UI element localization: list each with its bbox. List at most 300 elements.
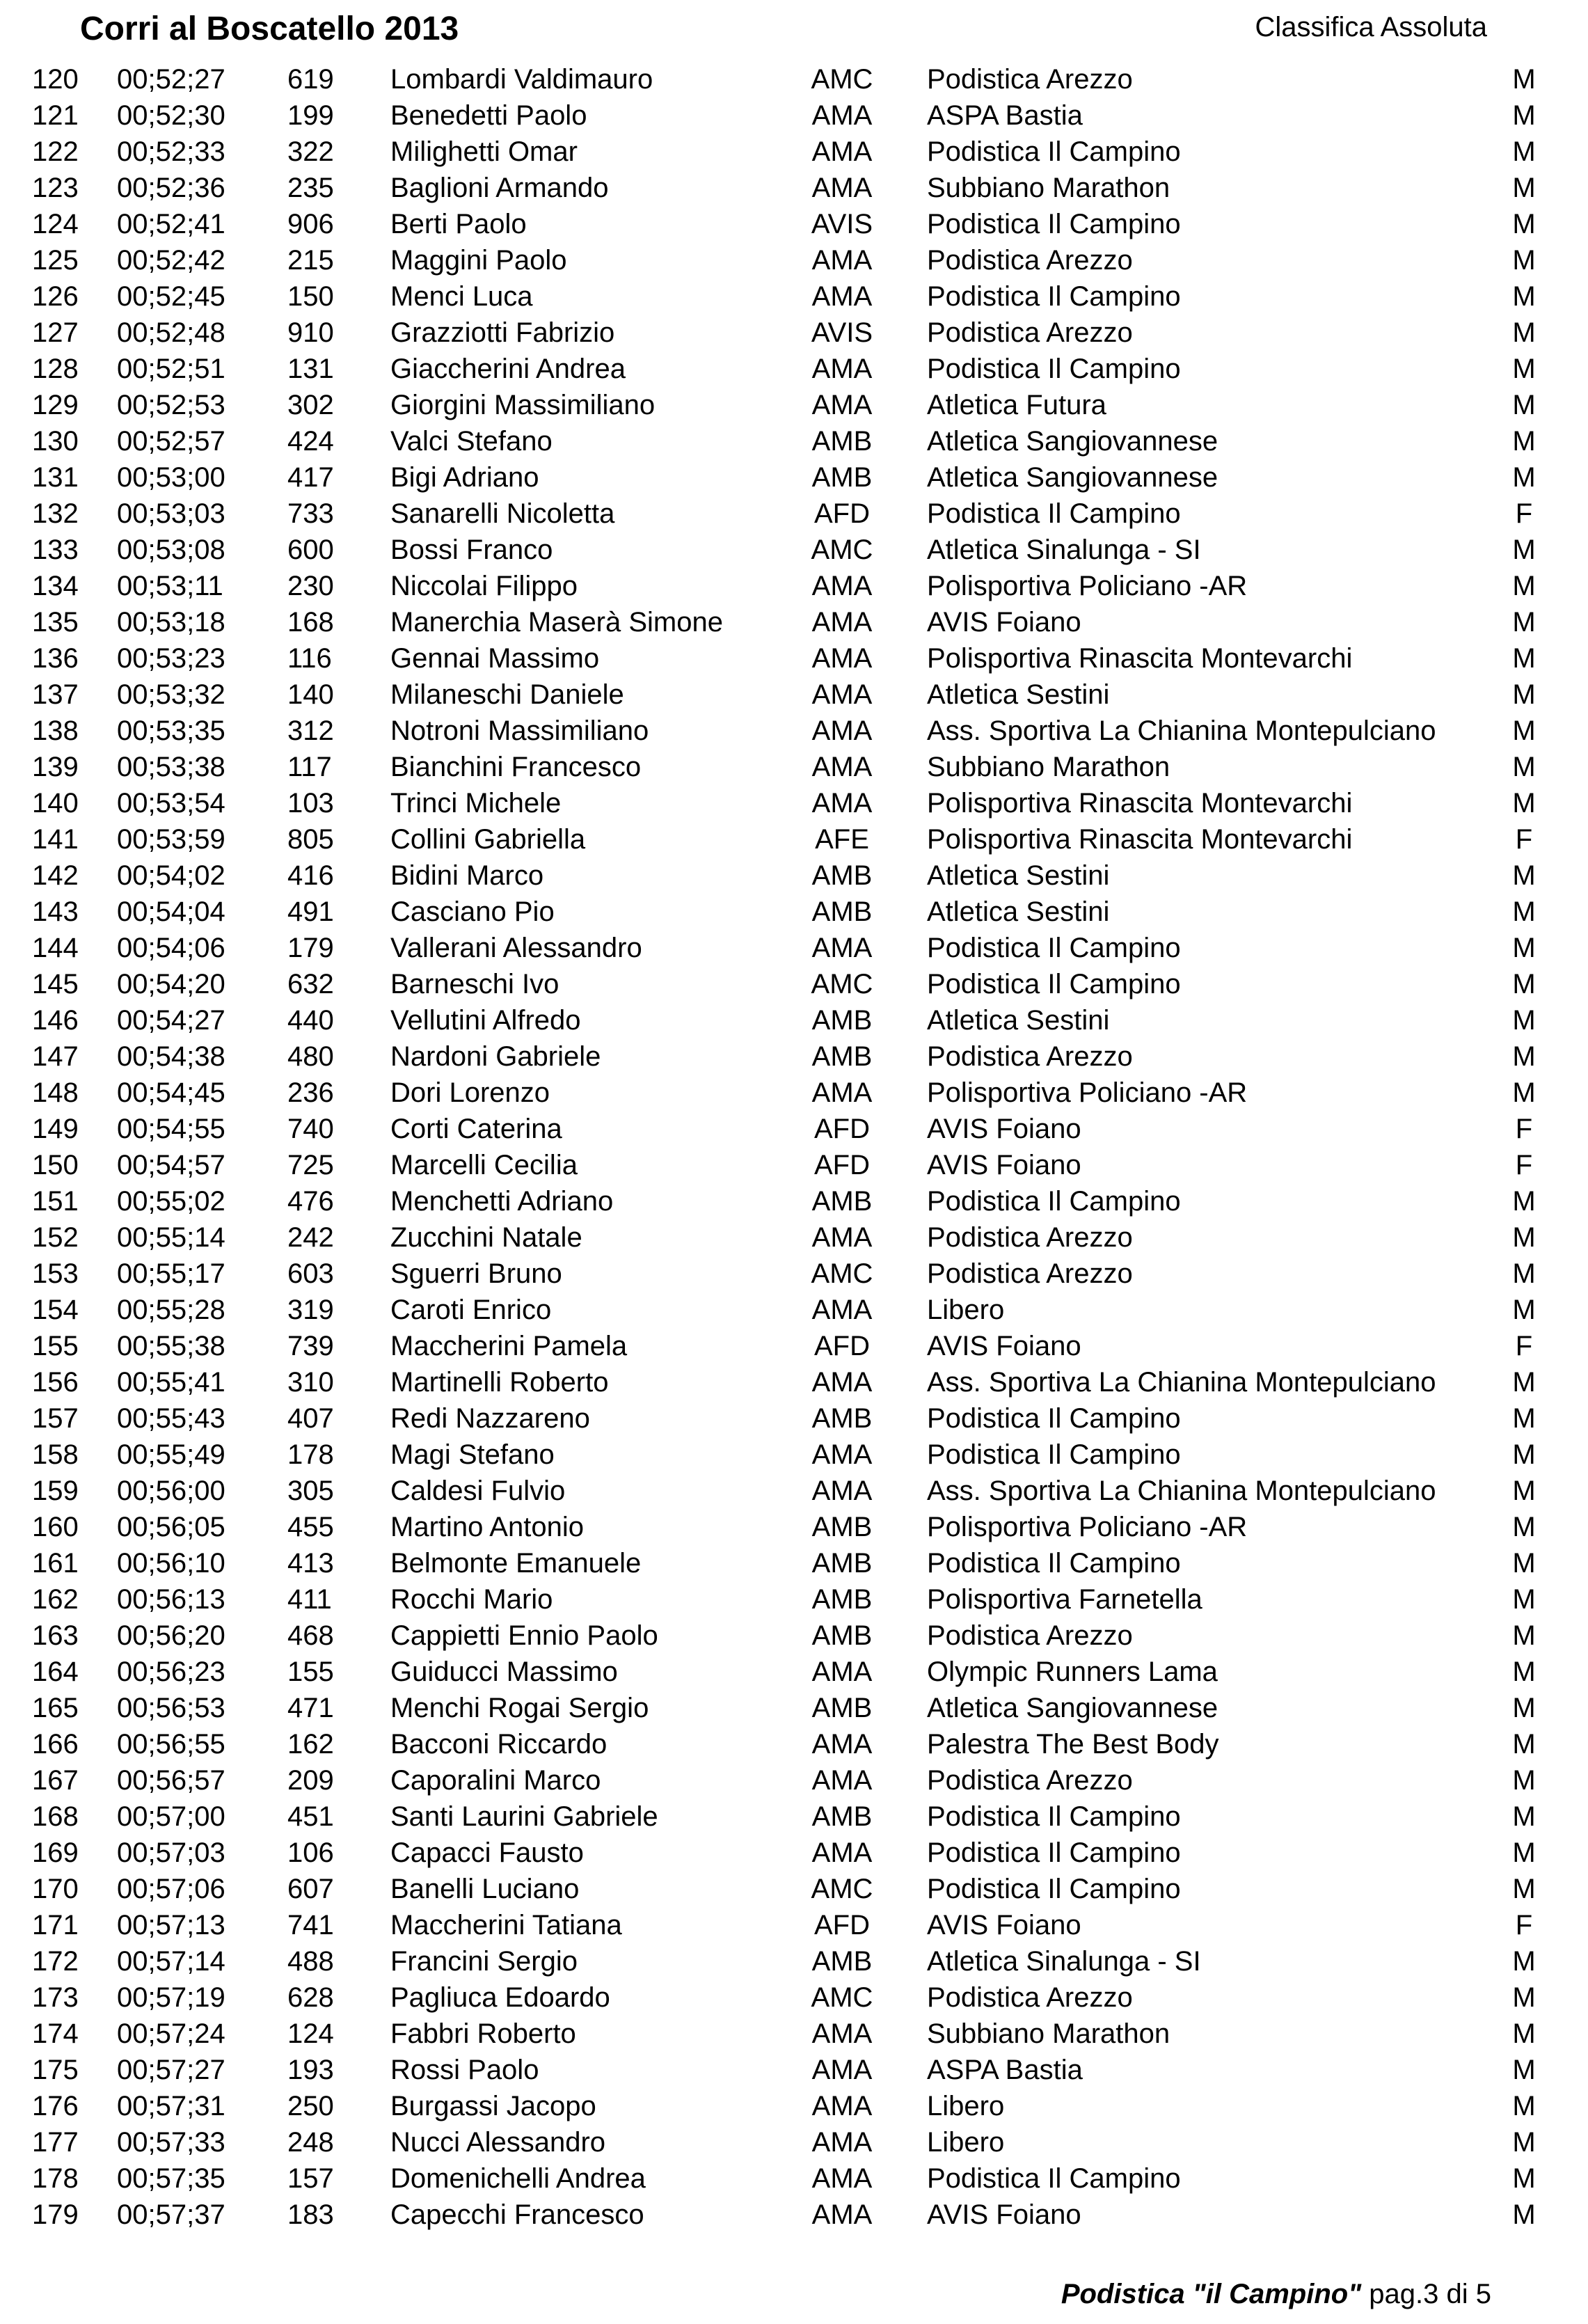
sex-cell: M [1512,1222,1536,1253]
table-row [0,1147,1588,1183]
position-cell: 165 [32,1693,79,1723]
category-cell: AMA [811,390,873,420]
position-cell: 159 [32,1476,79,1506]
athlete-name-cell: Pagliuca Edoardo [390,1982,610,2013]
sex-cell: F [1515,824,1533,855]
athlete-name-cell: Burgassi Jacopo [390,2091,596,2121]
time-cell: 00;56;13 [117,1584,225,1615]
time-cell: 00;53;18 [117,607,225,638]
category-cell: AMA [811,2018,873,2049]
position-cell: 142 [32,860,79,891]
position-cell: 137 [32,679,79,710]
bib-cell: 248 [287,2127,334,2158]
bib-cell: 183 [287,2199,334,2230]
athlete-name-cell: Guiducci Massimo [390,1657,618,1687]
bib-cell: 451 [287,1801,334,1832]
position-cell: 132 [32,498,79,529]
bib-cell: 468 [287,1620,334,1651]
sex-cell: M [1512,788,1536,819]
team-cell: Podistica Il Campino [927,354,1181,384]
athlete-name-cell: Giorgini Massimiliano [390,390,656,420]
sex-cell: M [1512,173,1536,203]
category-cell: AMC [811,969,873,999]
bib-cell: 416 [287,860,334,891]
sex-cell: M [1512,679,1536,710]
team-cell: Podistica Arezzo [927,64,1133,95]
table-row [0,1002,1588,1038]
category-cell: AMC [811,1982,873,2013]
athlete-name-cell: Cappietti Ennio Paolo [390,1620,658,1651]
position-cell: 175 [32,2055,79,2085]
team-cell: Atletica Sinalunga - SI [927,1946,1201,1977]
table-row [0,1292,1588,1328]
table-row [0,1183,1588,1219]
team-cell: Atletica Sangiovannese [927,1693,1218,1723]
athlete-name-cell: Magi Stefano [390,1439,555,1470]
sex-cell: M [1512,571,1536,601]
table-row [0,134,1588,170]
athlete-name-cell: Menci Luca [390,281,533,312]
table-row [0,821,1588,857]
bib-cell: 741 [287,1910,334,1940]
category-cell: AMB [811,462,873,493]
table-row [0,1328,1588,1364]
category-cell: AMA [811,571,873,601]
table-row [0,1835,1588,1871]
bib-cell: 603 [287,1258,334,1289]
athlete-name-cell: Milaneschi Daniele [390,679,624,710]
sex-cell: M [1512,1765,1536,1796]
team-cell: Palestra The Best Body [927,1729,1219,1760]
sex-cell: M [1512,1258,1536,1289]
sex-cell: M [1512,2018,1536,2049]
time-cell: 00;53;59 [117,824,225,855]
bib-cell: 739 [287,1331,334,1361]
category-cell: AMA [811,788,873,819]
ranking-subtitle: Classifica Assoluta [1255,12,1487,42]
position-cell: 134 [32,571,79,601]
athlete-name-cell: Giaccherini Andrea [390,354,626,384]
time-cell: 00;57;14 [117,1946,225,1977]
organizer-name: Podistica "il Campino" [1061,2279,1362,2309]
bib-cell: 733 [287,498,334,529]
time-cell: 00;57;13 [117,1910,225,1940]
athlete-name-cell: Rossi Paolo [390,2055,539,2085]
athlete-name-cell: Fabbri Roberto [390,2018,576,2049]
sex-cell: M [1512,1729,1536,1760]
position-cell: 164 [32,1657,79,1687]
time-cell: 00;52;51 [117,354,225,384]
table-row [0,1038,1588,1075]
bib-cell: 417 [287,462,334,493]
position-cell: 136 [32,643,79,674]
team-cell: Atletica Sestini [927,860,1110,891]
position-cell: 157 [32,1403,79,1434]
bib-cell: 310 [287,1367,334,1398]
position-cell: 156 [32,1367,79,1398]
time-cell: 00;54;38 [117,1041,225,1072]
time-cell: 00;54;55 [117,1114,225,1144]
position-cell: 141 [32,824,79,855]
bib-cell: 491 [287,896,334,927]
team-cell: Podistica Arezzo [927,1222,1133,1253]
time-cell: 00;56;23 [117,1657,225,1687]
team-cell: Podistica Il Campino [927,136,1181,167]
position-cell: 135 [32,607,79,638]
table-row [0,749,1588,785]
table-row [0,1726,1588,1762]
athlete-name-cell: Niccolai Filippo [390,571,578,601]
sex-cell: M [1512,390,1536,420]
time-cell: 00;57;37 [117,2199,225,2230]
table-row [0,785,1588,821]
time-cell: 00;57;03 [117,1837,225,1868]
table-row [0,1509,1588,1545]
athlete-name-cell: Trinci Michele [390,788,562,819]
athlete-name-cell: Bianchini Francesco [390,752,642,782]
bib-cell: 215 [287,245,334,276]
team-cell: Podistica Il Campino [927,1186,1181,1217]
bib-cell: 236 [287,1077,334,1108]
time-cell: 00;57;06 [117,1874,225,1904]
category-cell: AMA [811,1837,873,1868]
bib-cell: 910 [287,317,334,348]
team-cell: Podistica Il Campino [927,969,1181,999]
sex-cell: M [1512,1403,1536,1434]
bib-cell: 117 [287,752,332,782]
table-row [0,1581,1588,1618]
athlete-name-cell: Bacconi Riccardo [390,1729,608,1760]
category-cell: AMB [811,426,873,457]
table-row [0,315,1588,351]
team-cell: Podistica Arezzo [927,1620,1133,1651]
table-row [0,677,1588,713]
table-row [0,351,1588,387]
table-row [0,1364,1588,1400]
time-cell: 00;54;27 [117,1005,225,1036]
time-cell: 00;57;31 [117,2091,225,2121]
team-cell: Polisportiva Farnetella [927,1584,1202,1615]
category-cell: AMB [811,1512,873,1542]
table-row [0,1473,1588,1509]
category-cell: AMA [811,2199,873,2230]
category-cell: AMA [811,643,873,674]
athlete-name-cell: Francini Sergio [390,1946,578,1977]
time-cell: 00;52;42 [117,245,225,276]
table-row [0,532,1588,568]
position-cell: 122 [32,136,79,167]
athlete-name-cell: Notroni Massimiliano [390,716,649,746]
sex-cell: M [1512,1439,1536,1470]
time-cell: 00;57;24 [117,2018,225,2049]
team-cell: Podistica Arezzo [927,317,1133,348]
sex-cell: M [1512,1476,1536,1506]
table-row [0,423,1588,459]
athlete-name-cell: Marcelli Cecilia [390,1150,578,1180]
athlete-name-cell: Domenichelli Andrea [390,2163,646,2194]
time-cell: 00;55;49 [117,1439,225,1470]
athlete-name-cell: Benedetti Paolo [390,100,587,131]
athlete-name-cell: Lombardi Valdimauro [390,64,653,95]
team-cell: Polisportiva Rinascita Montevarchi [927,788,1353,819]
position-cell: 155 [32,1331,79,1361]
bib-cell: 805 [287,824,334,855]
team-cell: Podistica Il Campino [927,1874,1181,1904]
table-row [0,1075,1588,1111]
athlete-name-cell: Sguerri Bruno [390,1258,562,1289]
table-row [0,713,1588,749]
category-cell: AFD [814,1331,870,1361]
sex-cell: M [1512,1295,1536,1325]
time-cell: 00;52;33 [117,136,225,167]
position-cell: 167 [32,1765,79,1796]
sex-cell: M [1512,2055,1536,2085]
time-cell: 00;56;00 [117,1476,225,1506]
position-cell: 143 [32,896,79,927]
table-row [0,97,1588,134]
time-cell: 00;52;53 [117,390,225,420]
table-row [0,894,1588,930]
category-cell: AMA [811,100,873,131]
position-cell: 161 [32,1548,79,1579]
category-cell: AMA [811,136,873,167]
table-row [0,1219,1588,1256]
sex-cell: M [1512,1367,1536,1398]
category-cell: AMC [811,535,873,565]
category-cell: AMB [811,1186,873,1217]
time-cell: 00;53;35 [117,716,225,746]
athlete-name-cell: Baglioni Armando [390,173,609,203]
sex-cell: M [1512,716,1536,746]
position-cell: 147 [32,1041,79,1072]
athlete-name-cell: Bossi Franco [390,535,553,565]
team-cell: Podistica Il Campino [927,2163,1181,2194]
category-cell: AFD [814,1150,870,1180]
table-row [0,61,1588,97]
table-row [0,206,1588,242]
sex-cell: M [1512,1512,1536,1542]
category-cell: AMA [811,2055,873,2085]
team-cell: Atletica Sangiovannese [927,462,1218,493]
category-cell: AVIS [811,209,873,239]
bib-cell: 413 [287,1548,334,1579]
position-cell: 128 [32,354,79,384]
position-cell: 177 [32,2127,79,2158]
sex-cell: M [1512,1946,1536,1977]
team-cell: Atletica Sestini [927,1005,1110,1036]
bib-cell: 440 [287,1005,334,1036]
sex-cell: M [1512,64,1536,95]
category-cell: AMA [811,2163,873,2194]
team-cell: Ass. Sportiva La Chianina Montepulciano [927,716,1436,746]
athlete-name-cell: Caporalini Marco [390,1765,601,1796]
time-cell: 00;56;20 [117,1620,225,1651]
category-cell: AVIS [811,317,873,348]
category-cell: AMA [811,752,873,782]
time-cell: 00;52;48 [117,317,225,348]
sex-cell: F [1515,1910,1533,1940]
time-cell: 00;53;03 [117,498,225,529]
time-cell: 00;56;05 [117,1512,225,1542]
category-cell: AFD [814,1910,870,1940]
bib-cell: 179 [287,933,334,963]
bib-cell: 235 [287,173,334,203]
table-row [0,170,1588,206]
athlete-name-cell: Corti Caterina [390,1114,562,1144]
athlete-name-cell: Vellutini Alfredo [390,1005,581,1036]
time-cell: 00;52;30 [117,100,225,131]
athlete-name-cell: Milighetti Omar [390,136,578,167]
sex-cell: M [1512,933,1536,963]
sex-cell: M [1512,2091,1536,2121]
bib-cell: 619 [287,64,334,95]
time-cell: 00;52;27 [117,64,225,95]
category-cell: AFD [814,498,870,529]
category-cell: AMA [811,2127,873,2158]
position-cell: 124 [32,209,79,239]
time-cell: 00;57;19 [117,1982,225,2013]
team-cell: Podistica Il Campino [927,281,1181,312]
time-cell: 00;56;57 [117,1765,225,1796]
position-cell: 126 [32,281,79,312]
time-cell: 00;53;54 [117,788,225,819]
category-cell: AMA [811,354,873,384]
category-cell: AFE [815,824,869,855]
position-cell: 171 [32,1910,79,1940]
table-row [0,2088,1588,2124]
bib-cell: 424 [287,426,334,457]
bib-cell: 302 [287,390,334,420]
category-cell: AMB [811,1801,873,1832]
table-row [0,930,1588,966]
athlete-name-cell: Zucchini Natale [390,1222,582,1253]
time-cell: 00;53;00 [117,462,225,493]
athlete-name-cell: Maccherini Tatiana [390,1910,622,1940]
bib-cell: 106 [287,1837,334,1868]
sex-cell: M [1512,354,1536,384]
category-cell: AMA [811,1476,873,1506]
sex-cell: M [1512,1693,1536,1723]
sex-cell: M [1512,245,1536,276]
table-row [0,640,1588,677]
athlete-name-cell: Martino Antonio [390,1512,584,1542]
table-row [0,2052,1588,2088]
category-cell: AMB [811,1693,873,1723]
position-cell: 152 [32,1222,79,1253]
position-cell: 138 [32,716,79,746]
sex-cell: M [1512,1584,1536,1615]
time-cell: 00;53;23 [117,643,225,674]
bib-cell: 116 [287,643,332,674]
table-row [0,1654,1588,1690]
position-cell: 146 [32,1005,79,1036]
sex-cell: M [1512,1077,1536,1108]
table-row [0,857,1588,894]
category-cell: AMA [811,245,873,276]
table-row [0,1871,1588,1907]
table-row [0,604,1588,640]
time-cell: 00;56;53 [117,1693,225,1723]
page-footer [1061,2276,1491,2312]
category-cell: AMB [811,1041,873,1072]
team-cell: Podistica Arezzo [927,1258,1133,1289]
time-cell: 00;54;57 [117,1150,225,1180]
time-cell: 00;53;38 [117,752,225,782]
team-cell: Podistica Il Campino [927,498,1181,529]
category-cell: AMB [811,1946,873,1977]
athlete-name-cell: Martinelli Roberto [390,1367,609,1398]
sex-cell: M [1512,2163,1536,2194]
position-cell: 129 [32,390,79,420]
time-cell: 00;54;06 [117,933,225,963]
category-cell: AMC [811,1874,873,1904]
category-cell: AMA [811,1222,873,1253]
athlete-name-cell: Caroti Enrico [390,1295,552,1325]
category-cell: AMA [811,679,873,710]
bib-cell: 607 [287,1874,334,1904]
position-cell: 139 [32,752,79,782]
team-cell: Libero [927,2091,1005,2121]
sex-cell: M [1512,2199,1536,2230]
athlete-name-cell: Dori Lorenzo [390,1077,550,1108]
sex-cell: M [1512,462,1536,493]
team-cell: Subbiano Marathon [927,173,1170,203]
sex-cell: M [1512,1982,1536,2013]
time-cell: 00;53;32 [117,679,225,710]
sex-cell: M [1512,100,1536,131]
athlete-name-cell: Collini Gabriella [390,824,586,855]
table-row [0,1400,1588,1437]
team-cell: Polisportiva Policiano -AR [927,1512,1248,1542]
table-row [0,1618,1588,1654]
athlete-name-cell: Valci Stefano [390,426,553,457]
sex-cell: F [1515,1114,1533,1144]
category-cell: AMB [811,1620,873,1651]
category-cell: AMC [811,1258,873,1289]
sex-cell: F [1515,498,1533,529]
time-cell: 00;55;14 [117,1222,225,1253]
bib-cell: 124 [287,2018,334,2049]
category-cell: AMA [811,1657,873,1687]
bib-cell: 157 [287,2163,334,2194]
position-cell: 133 [32,535,79,565]
sex-cell: M [1512,1801,1536,1832]
bib-cell: 131 [287,354,334,384]
table-row [0,1690,1588,1726]
bib-cell: 632 [287,969,334,999]
time-cell: 00;52;57 [117,426,225,457]
category-cell: AMA [811,716,873,746]
position-cell: 123 [32,173,79,203]
time-cell: 00;54;04 [117,896,225,927]
time-cell: 00;57;27 [117,2055,225,2085]
sex-cell: M [1512,2127,1536,2158]
team-cell: AVIS Foiano [927,1331,1081,1361]
team-cell: Podistica Arezzo [927,1041,1133,1072]
time-cell: 00;56;10 [117,1548,225,1579]
table-row [0,242,1588,278]
table-row [0,1943,1588,1979]
sex-cell: M [1512,607,1536,638]
sex-cell: F [1515,1150,1533,1180]
athlete-name-cell: Bigi Adriano [390,462,539,493]
category-cell: AMA [811,1295,873,1325]
athlete-name-cell: Capacci Fausto [390,1837,584,1868]
sex-cell: M [1512,969,1536,999]
team-cell: AVIS Foiano [927,1150,1081,1180]
team-cell: Libero [927,2127,1005,2158]
bib-cell: 319 [287,1295,334,1325]
